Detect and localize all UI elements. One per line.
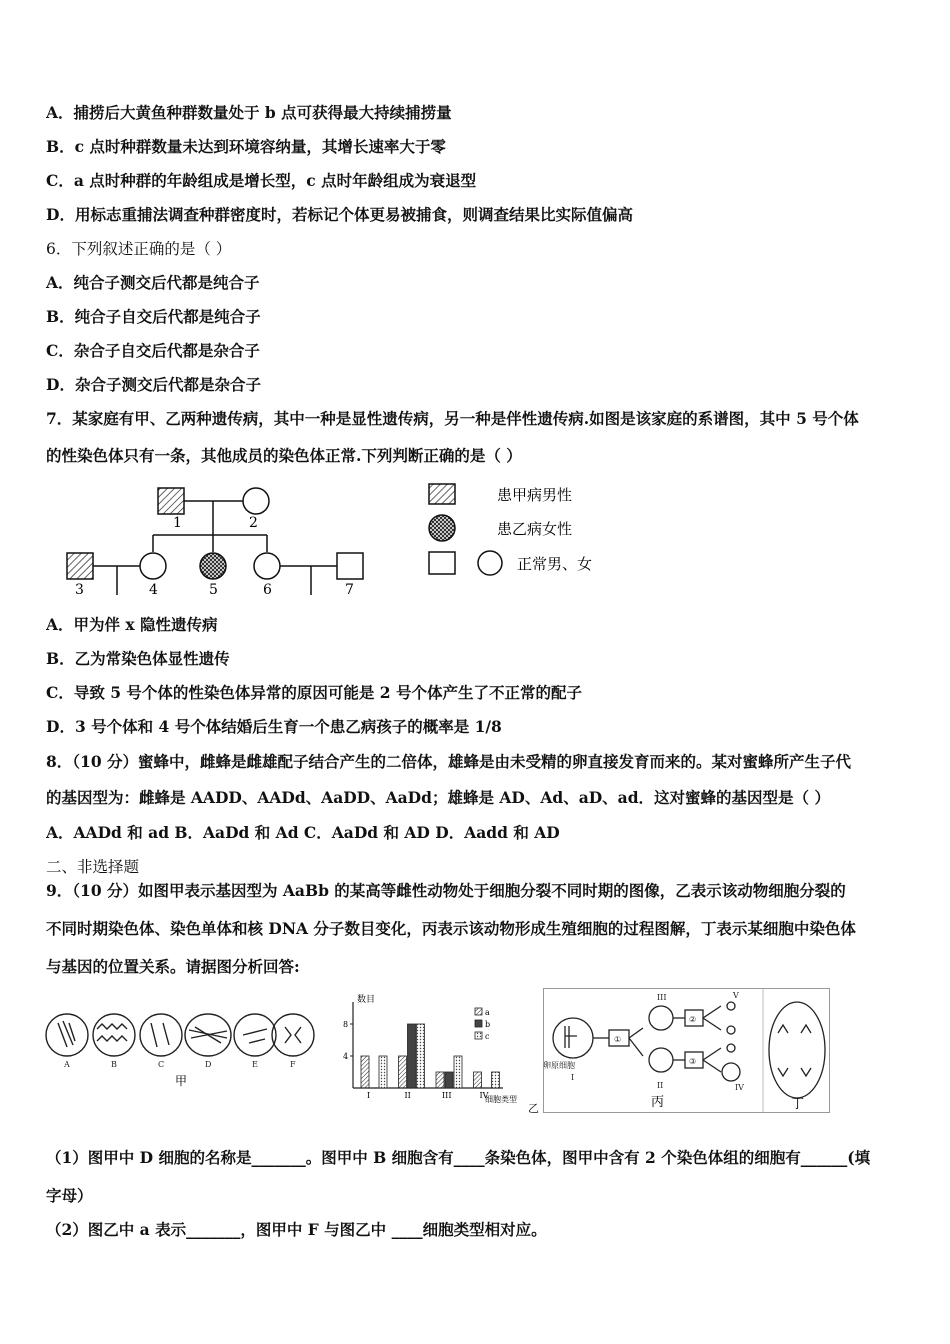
q7-option-a: A．甲为伴 x 隐性遗传病 (46, 615, 218, 634)
jia-cell-label-a: A (64, 1060, 70, 1069)
legend-normal-female-icon (478, 551, 502, 575)
bing-label-i: I (571, 1073, 575, 1082)
bing-label-iii: III (657, 993, 667, 1002)
pedigree-label-1: 1 (173, 515, 182, 531)
yi-xtick-label: IV (479, 1091, 489, 1100)
legend-normal-label: 正常男、女 (517, 555, 593, 573)
pedigree-label-2: 2 (249, 515, 258, 531)
pedigree-label-6: 6 (263, 582, 272, 598)
bing-label-ii: II (657, 1081, 664, 1090)
legend-male-jia-icon (429, 484, 455, 504)
q5-option-b: B．c 点时种群数量未达到环境容纳量，其增长速率大于零 (46, 137, 446, 156)
yi-xtick-label: III (442, 1091, 452, 1100)
pedigree-label-5: 5 (209, 582, 218, 598)
yi-bar-a-3 (436, 1072, 444, 1088)
yi-bar-a-2 (399, 1056, 407, 1088)
legend-male-jia-label: 患甲病男性 (497, 486, 573, 504)
q9-stem-line2: 不同时期染色体、染色单体和核 DNA 分子数目变化，丙表示该动物形成生殖细胞的过程图解，丁表示某细胞中染色体 (46, 919, 856, 938)
jia-caption: 甲 (175, 1074, 188, 1088)
yi-bar-b-3 (445, 1072, 453, 1088)
yi-bar-b-2 (408, 1024, 416, 1088)
figure-bing-ding (543, 988, 833, 1114)
q6-stem: 6．下列叙述正确的是（ ） (46, 240, 232, 258)
q9-stem-line3: 与基因的位置关系。请据图分析回答: (46, 957, 300, 976)
yi-legend-swatch-b (475, 1020, 482, 1027)
q7-stem-line2: 的性染色体只有一条，其他成员的染色体正常.下列判断正确的是（ ） (46, 446, 522, 465)
yi-xtick-label: I (367, 1091, 371, 1100)
yi-bar-c-3 (454, 1056, 462, 1088)
q6-option-b: B．纯合子自交后代都是纯合子 (46, 307, 261, 326)
yi-legend-label-b: b (485, 1020, 491, 1029)
bing-caption: 丙 (651, 1095, 665, 1110)
pedigree-individual-3 (67, 553, 93, 579)
yi-bar-c-4 (492, 1072, 500, 1088)
yi-legend-swatch-a (475, 1008, 482, 1015)
q8-stem-line2: 的基因型为：雌蜂是 AADD、AADd、AaDD、AaDd；雄蜂是 AD、Ad、aD、ad．这对蜜蜂的基因型是（ ） (46, 788, 830, 807)
yi-ytick-label: 8 (343, 1020, 349, 1029)
section-title: 二、非选择题 (46, 858, 140, 876)
pedigree-label-4: 4 (149, 582, 158, 598)
pedigree-individual-7 (337, 553, 363, 579)
yi-ylabel: 数目 (357, 995, 376, 1005)
figure-jia (45, 1005, 315, 1095)
q9-sub1-line2: 字母） (46, 1186, 93, 1205)
jia-cell-label-d: D (205, 1060, 212, 1069)
yi-legend-swatch-c (475, 1032, 482, 1039)
pedigree-individual-4 (140, 553, 166, 579)
yi-bar-c-1 (379, 1056, 387, 1088)
bing-label-iv: IV (735, 1083, 744, 1092)
q5-option-c: C．a 点时种群的年龄组成是增长型，c 点时年龄组成为衰退型 (46, 171, 477, 190)
q7-option-d: D．3 号个体和 4 号个体结婚后生育一个患乙病孩子的概率是 1/8 (46, 717, 502, 736)
jia-cell-label-b: B (111, 1060, 117, 1069)
pedigree-figure (55, 480, 635, 600)
q9-stem-line1: 9．（10 分）如图甲表示基因型为 AaBb 的某高等雌性动物处于细胞分裂不同时期的图像，乙表示该动物细胞分裂的 (46, 881, 846, 900)
bing-label-2: ② (689, 1015, 697, 1024)
q6-option-c: C．杂合子自交后代都是杂合子 (46, 341, 260, 360)
legend-normal-male-icon (429, 552, 455, 574)
pedigree-label-3: 3 (75, 582, 84, 598)
yi-xlabel: 细胞类型 (485, 1095, 517, 1104)
q7-option-b: B．乙为常染色体显性遗传 (46, 649, 230, 668)
jia-cell-label-c: C (158, 1060, 165, 1069)
yi-ytick-label: 4 (343, 1052, 349, 1061)
q9-sub2: （2）图乙中 a 表示_______，图甲中 F 与图乙中 ____细胞类型相对应。 (46, 1220, 547, 1239)
q7-option-c: C．导致 5 号个体的性染色体异常的原因可能是 2 号个体产生了不正常的配子 (46, 683, 582, 702)
yi-bar-a-4 (474, 1072, 482, 1088)
yi-caption: 乙 (528, 1102, 539, 1115)
pedigree-individual-5 (200, 553, 226, 579)
q5-option-a: A．捕捞后大黄鱼种群数量处于 b 点可获得最大持续捕捞量 (46, 103, 452, 122)
bing-label-oogonium: 卵原细胞 (543, 1061, 575, 1070)
legend-female-yi-icon (429, 515, 455, 541)
yi-bar-a-1 (361, 1056, 369, 1088)
jia-cell-label-f: F (290, 1060, 296, 1069)
q6-option-a: A．纯合子测交后代都是纯合子 (46, 273, 260, 292)
pedigree-label-7: 7 (345, 582, 354, 598)
ding-caption: 丁 (791, 1097, 805, 1112)
yi-legend-label-c: c (485, 1032, 490, 1041)
yi-xtick-label: II (404, 1091, 411, 1100)
yi-bar-c-2 (417, 1024, 425, 1088)
q6-option-d: D．杂合子测交后代都是杂合子 (46, 375, 261, 394)
bing-label-3: ③ (689, 1057, 697, 1066)
bing-label-1: ① (614, 1035, 622, 1044)
bing-label-v: V (733, 991, 739, 1000)
yi-legend-label-a: a (485, 1008, 490, 1017)
pedigree-individual-6 (254, 553, 280, 579)
q8-options: A．AADd 和 ad B．AaDd 和 Ad C．AaDd 和 AD D．Aadd 和 AD (46, 823, 560, 842)
q7-stem-line1: 7．某家庭有甲、乙两种遗传病，其中一种是显性遗传病，另一种是伴性遗传病.如图是该家庭的系谱图，其中 5 号个体 (46, 409, 859, 428)
q9-sub1-line1: （1）图甲中 D 细胞的名称是_______。图甲中 B 细胞含有____条染色体，图甲中含有 2 个染色体组的细胞有______(填 (46, 1148, 871, 1167)
q8-stem-line1: 8．（10 分）蜜蜂中，雌蜂是雌雄配子结合产生的二倍体，雄蜂是由未受精的卵直接发育而来的。某对蜜蜂所产生子代 (46, 752, 852, 771)
pedigree-individual-1 (158, 488, 184, 514)
jia-cell-label-e: E (252, 1060, 258, 1069)
q5-option-d: D．用标志重捕法调查种群密度时，若标记个体更易被捕食，则调查结果比实际值偏高 (46, 205, 633, 224)
figure-yi-chart (335, 990, 545, 1115)
pedigree-individual-2 (243, 488, 269, 514)
legend-female-yi-label: 患乙病女性 (497, 520, 573, 538)
